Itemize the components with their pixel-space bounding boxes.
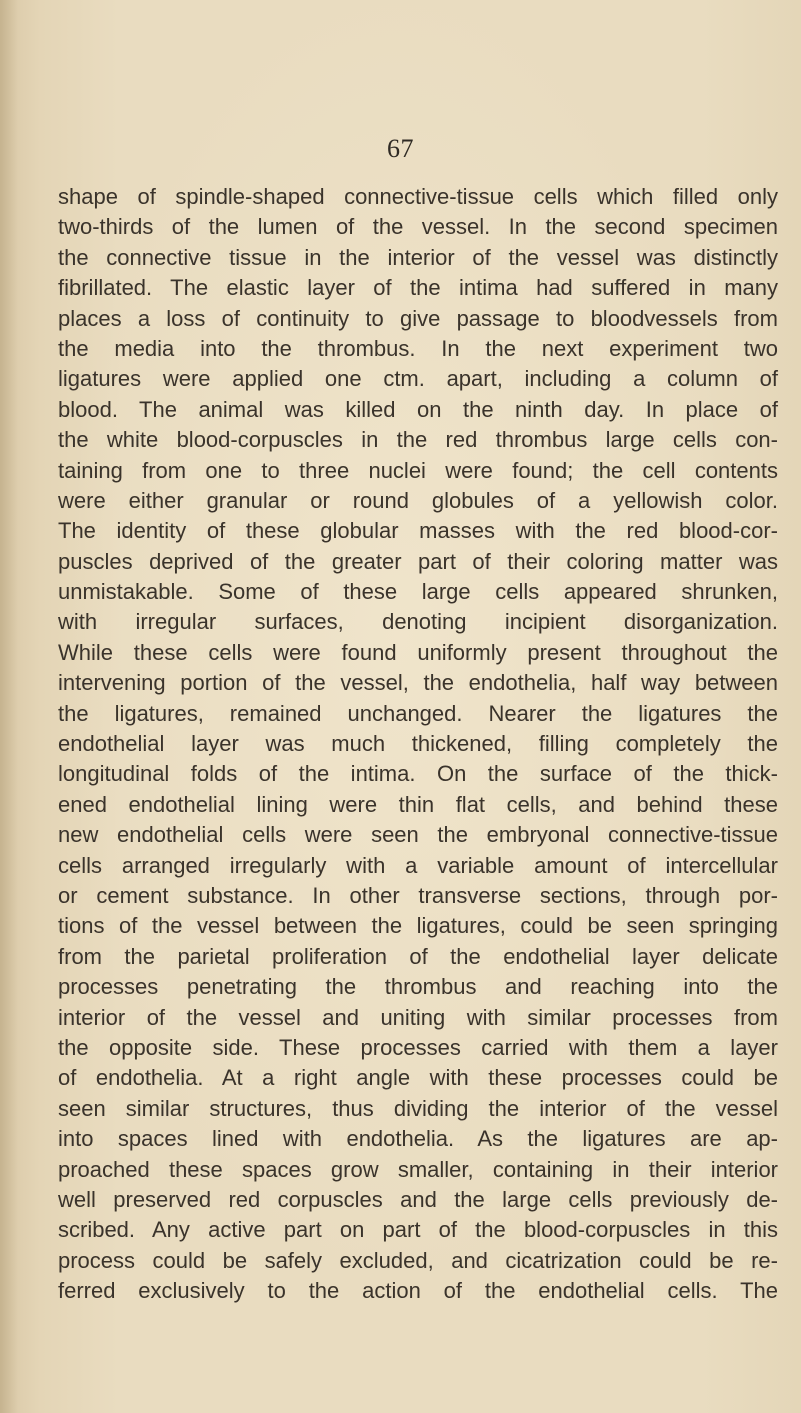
text-line: process could be safely excluded, and cicatrization could be re-: [58, 1247, 778, 1273]
text-line: unmistakable. Some of these large cells appeared shrunken,: [58, 579, 778, 605]
text-line: blood. The animal was killed on the ninth day. In place of: [58, 396, 778, 422]
text-line: ferred exclusively to the action of the endothelial cells. The: [58, 1278, 778, 1304]
text-line: were either granular or round globules of a yellowish color.: [58, 487, 778, 513]
text-line: of endothelia. At a right angle with these processes could be: [58, 1065, 778, 1091]
text-line: ened endothelial lining were thin flat cells, and behind these: [58, 791, 778, 817]
text-line: into spaces lined with endothelia. As the ligatures are ap-: [58, 1126, 778, 1152]
text-line: two-thirds of the lumen of the vessel. In the second specimen: [58, 214, 778, 240]
text-line: taining from one to three nuclei were found; the cell contents: [58, 457, 778, 483]
text-line: longitudinal folds of the intima. On the surface of the thick-: [58, 761, 778, 787]
text-line: well preserved red corpuscles and the large cells previously de-: [58, 1186, 778, 1212]
text-line: the connective tissue in the interior of the vessel was distinctly: [58, 244, 778, 270]
text-line: new endothelial cells were seen the embryonal connective-tissue: [58, 822, 778, 848]
text-line: shape of spindle-shaped connective-tissue cells which filled only: [58, 184, 778, 209]
text-line: puscles deprived of the greater part of their coloring matter was: [58, 548, 778, 574]
text-line: with irregular surfaces, denoting incipient disorganization.: [58, 609, 778, 635]
text-line: cells arranged irregularly with a variable amount of intercellular: [58, 852, 778, 878]
text-line: or cement substance. In other transverse sections, through por-: [58, 882, 778, 908]
text-line: the opposite side. These processes carried with them a layer: [58, 1034, 778, 1060]
text-line: tions of the vessel between the ligatures, could be seen springing: [58, 913, 778, 939]
text-line: proached these spaces grow smaller, containing in their interior: [58, 1156, 778, 1182]
text-line: the white blood-corpuscles in the red thrombus large cells con-: [58, 427, 778, 453]
text-line: The identity of these globular masses with the red blood-cor-: [58, 518, 778, 544]
text-line: seen similar structures, thus dividing the interior of the vessel: [58, 1095, 778, 1121]
text-line: interior of the vessel and uniting with similar processes from: [58, 1004, 778, 1030]
page-binding-shadow: [0, 0, 18, 1413]
text-line: the media into the thrombus. In the next experiment two: [58, 335, 778, 361]
text-line: fibrillated. The elastic layer of the intima had suffered in many: [58, 275, 778, 301]
text-line: ligatures were applied one ctm. apart, including a column of: [58, 366, 778, 392]
text-line: endothelial layer was much thickened, filling completely the: [58, 731, 778, 757]
text-line: places a loss of continuity to give passage to bloodvessels from: [58, 305, 778, 331]
text-line: the ligatures, remained unchanged. Nearer the ligatures the: [58, 700, 778, 726]
text-line: While these cells were found uniformly present throughout the: [58, 639, 778, 665]
text-line: intervening portion of the vessel, the endothelia, half way between: [58, 670, 778, 696]
text-line: from the parietal proliferation of the endothelial layer delicate: [58, 943, 778, 969]
body-text: [58, 182, 778, 1306]
text-line: processes penetrating the thrombus and reaching into the: [58, 974, 778, 1000]
page-number: 67: [387, 134, 414, 163]
text-line: scribed. Any active part on part of the blood-corpuscles in this: [58, 1217, 778, 1243]
